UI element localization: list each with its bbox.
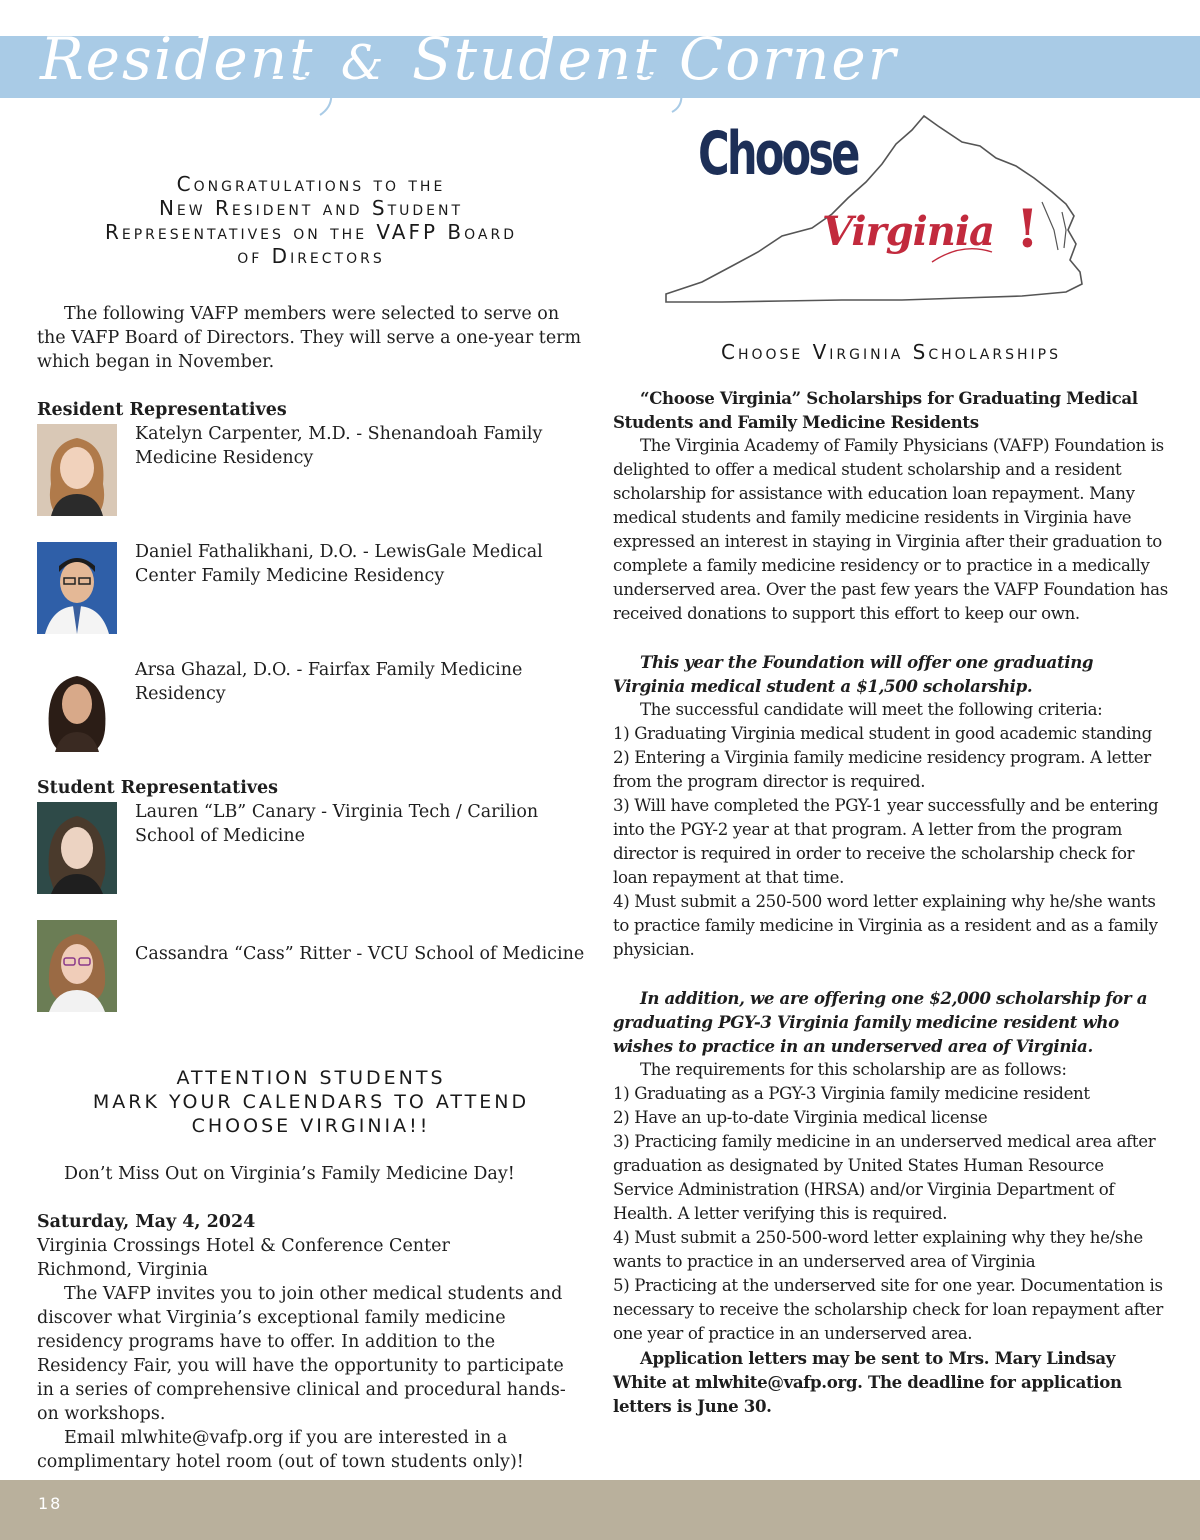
logo-exclamation: ! <box>1016 199 1039 260</box>
resident-name: Katelyn Carpenter, M.D. - Shenandoah Family Medicine Residency <box>135 424 543 468</box>
banner-word-student: Student <box>412 25 659 93</box>
headshot-photo <box>37 660 117 752</box>
page-number: 18 <box>38 1494 63 1513</box>
logo-virginia-text: Virginia <box>822 208 994 255</box>
page-footer <box>0 1480 1200 1540</box>
resident-name: Daniel Fathalikhani, D.O. - LewisGale Medical Center Family Medicine Residency <box>135 542 543 586</box>
student-name: Cassandra “Cass” Ritter - VCU School of Medicine <box>135 944 585 964</box>
attention-title-line: ATTENTION STUDENTS <box>176 1067 446 1089</box>
resident-criteria-lead: The requirements for this scholarship are as follows: <box>640 1060 1067 1079</box>
requirement-item: 4) Must submit a 250-500-word letter explaining why they he/she wants to practice in an underserved area of Virginia <box>613 1228 1143 1271</box>
criteria-item: 4) Must submit a 250-500 word letter explaining why he/she wants to practice family medicine in Virginia as a resident and as a family physician. <box>613 892 1158 959</box>
email-note: Email mlwhite@vafp.org if you are interested in a complimentary hotel room (out of town students only)! <box>37 1428 524 1472</box>
student-name: Lauren “LB” Canary - Virginia Tech / Carilion School of Medicine <box>135 802 539 846</box>
resident-rep <box>37 540 585 658</box>
student-rep <box>37 918 585 1036</box>
left-column <box>37 172 585 1522</box>
student-criteria-lead: The successful candidate will meet the following criteria: <box>640 700 1103 719</box>
resident-rep <box>37 658 585 776</box>
headshot-photo <box>37 542 117 634</box>
student-heading: Student Representatives <box>37 778 279 798</box>
attention-title-line: MARK YOUR CALENDARS TO ATTEND <box>92 1091 530 1113</box>
resident-scholarship-offer: In addition, we are offering one $2,000 scholarship for a graduating PGY-3 Virginia family medicine resident who wishes to practice in an underserved area of Virginia. <box>613 988 1148 1056</box>
attention-title <box>37 1066 585 1138</box>
headshot-photo <box>37 424 117 516</box>
resident-name: Arsa Ghazal, D.O. - Fairfax Family Medicine Residency <box>135 660 523 704</box>
requirement-item: 5) Practicing at the underserved site for one year. Documentation is necessary to receive the scholarship check for loan repayment after one year of practice in an underserved area. <box>613 1276 1163 1343</box>
logo-choose-text: Choose <box>698 119 858 189</box>
congrats-title <box>37 172 585 268</box>
right-column <box>613 386 1169 1418</box>
application-closing: Application letters may be sent to Mrs. Mary Lindsay White at mlwhite@vafp.org. The deadline for application letters is June 30. <box>613 1348 1122 1416</box>
banner-swash-decoration <box>0 60 720 120</box>
headshot-photo <box>37 920 117 1012</box>
resident-rep <box>37 422 585 540</box>
banner-word-resident: Resident <box>40 25 315 93</box>
intro-paragraph: The following VAFP members were selected to serve on the VAFP Board of Directors. They will serve a one-year term which began in November. <box>37 304 582 372</box>
congrats-title-line: Representatives on the VAFP Board <box>105 220 517 244</box>
attention-title-line: CHOOSE VIRGINIA!! <box>191 1115 431 1137</box>
scholarships-heading: “Choose Virginia” Scholarships for Graduating Medical Students and Family Medicine Residents <box>613 388 1138 432</box>
criteria-item: 1) Graduating Virginia medical student in good academic standing <box>613 724 1152 743</box>
event-description: The VAFP invites you to join other medical students and discover what Virginia’s exceptional family medicine residency programs have to offer. In addition to the Residency Fair, you will have the opportunity to participate in a series of comprehensive clinical and procedural hands-on workshops. <box>37 1284 566 1424</box>
scholarships-title: Choose Virginia Scholarships <box>721 340 1061 364</box>
requirement-item: 2) Have an up-to-date Virginia medical license <box>613 1108 988 1127</box>
requirement-item: 1) Graduating as a PGY-3 Virginia family medicine resident <box>613 1084 1090 1103</box>
congrats-title-line: New Resident and Student <box>158 196 464 220</box>
criteria-item: 2) Entering a Virginia family medicine residency program. A letter from the program director is required. <box>613 748 1151 791</box>
banner-ampersand: & <box>340 35 386 91</box>
criteria-item: 3) Will have completed the PGY-1 year successfully and be entering into the PGY-2 year at that program. A letter from the program director is required in order to receive the scholarship check for loan repayment at that time. <box>613 796 1159 887</box>
event-city: Richmond, Virginia <box>37 1260 208 1280</box>
student-rep <box>37 800 585 918</box>
congrats-title-line: of Directors <box>237 244 385 268</box>
student-scholarship-offer: This year the Foundation will offer one graduating Virginia medical student a $1,500 scholarship. <box>613 652 1094 696</box>
event-date: Saturday, May 4, 2024 <box>37 1212 256 1232</box>
banner-word-corner: Corner <box>679 25 898 93</box>
scholarships-intro: The Virginia Academy of Family Physicians (VAFP) Foundation is delighted to offer a medical student scholarship and a resident scholarship for assistance with education loan repayment. Many medical students and family medicine residents in Virginia have expressed an interest in staying in Virginia after their graduation to complete a family medicine residency or to practice in a medically underserved area. Over the past few years the VAFP Foundation has received donations to support this effort to keep our own. <box>613 436 1168 623</box>
dont-miss-text: Don’t Miss Out on Virginia’s Family Medicine Day! <box>64 1164 515 1184</box>
event-venue: Virginia Crossings Hotel & Conference Center <box>37 1236 450 1256</box>
requirement-item: 3) Practicing family medicine in an underserved medical area after graduation as designated by United States Human Resource Service Administration (HRSA) and/or Virginia Department of Health. A letter verifying this is required. <box>613 1132 1156 1223</box>
congrats-title-line: Congratulations to the <box>176 172 446 196</box>
resident-heading: Resident Representatives <box>37 400 287 420</box>
headshot-photo <box>37 802 117 894</box>
choose-virginia-logo <box>662 112 1102 312</box>
